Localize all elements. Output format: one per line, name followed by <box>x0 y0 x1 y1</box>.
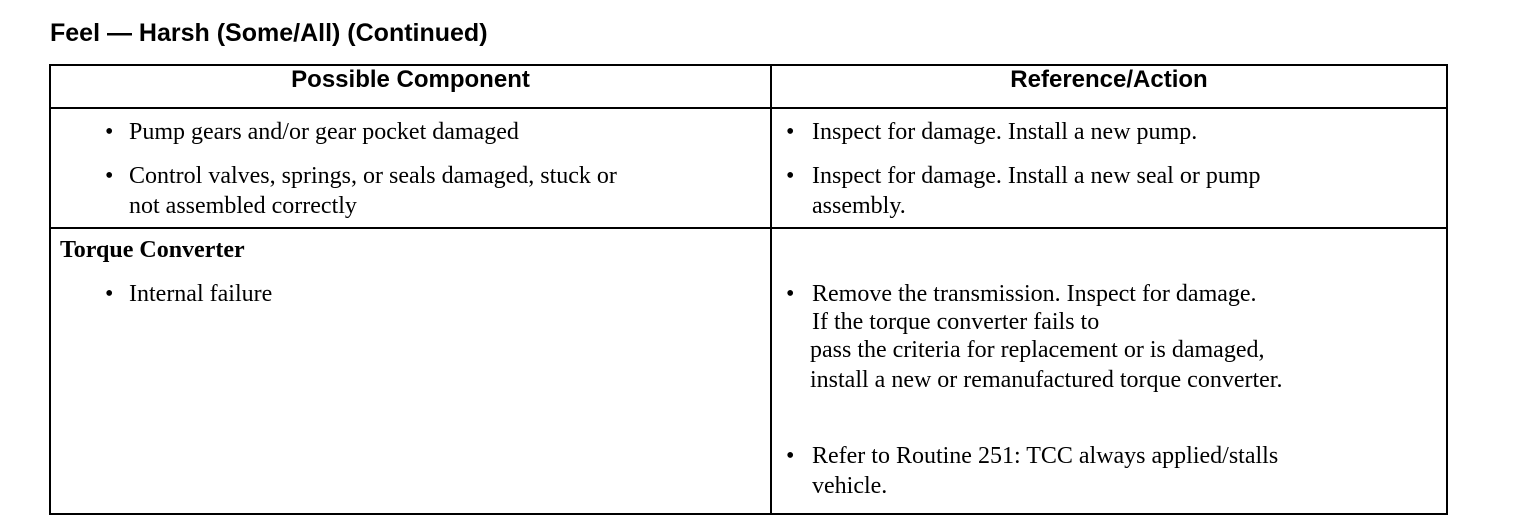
page-title: Feel — Harsh (Some/All) (Continued) <box>50 19 488 47</box>
table-row-pump <box>50 108 1447 228</box>
bullet-icon: • <box>105 119 114 145</box>
column-header-action: Reference/Action <box>771 65 1447 108</box>
pump-component-cell <box>50 108 771 228</box>
bullet-icon: • <box>105 163 114 189</box>
list-item <box>772 117 1446 147</box>
list-item <box>51 117 770 147</box>
action-text <box>812 161 1446 221</box>
action-text <box>812 441 1446 501</box>
bullet-icon: • <box>786 163 795 189</box>
action-text: Inspect for damage. Install a new pump. <box>812 119 1198 145</box>
table-row-torque-converter <box>50 228 1447 514</box>
component-text: Internal failure <box>129 281 273 307</box>
component-text <box>129 161 770 221</box>
diagnosis-table <box>49 64 1448 515</box>
bullet-icon: • <box>105 281 114 307</box>
list-item <box>51 279 770 309</box>
bullet-icon: • <box>786 443 795 469</box>
table-header-row <box>50 65 1447 108</box>
text-line: If the torque converter fails to <box>812 309 1100 335</box>
text-line: Control valves, springs, or seals damaged, stuck or <box>129 163 617 189</box>
action-text <box>812 279 1446 395</box>
text-line: assembly. <box>812 193 906 219</box>
text-line: pass the criteria for replacement or is damaged, <box>810 337 1265 363</box>
text-line: Remove the transmission. Inspect for damage. <box>812 281 1257 307</box>
torque-converter-component-cell <box>50 228 771 514</box>
pump-action-cell <box>771 108 1447 228</box>
torque-converter-action-cell <box>771 228 1447 514</box>
list-item <box>772 441 1446 501</box>
column-header-component: Possible Component <box>50 65 771 108</box>
section-title: Torque Converter <box>60 237 245 263</box>
text-line: Refer to Routine 251: TCC always applied/stalls <box>812 443 1279 469</box>
text-line: install a new or remanufactured torque converter. <box>810 367 1283 393</box>
list-item <box>772 279 1446 395</box>
text-line: vehicle. <box>812 473 888 499</box>
list-item <box>772 161 1446 221</box>
list-item <box>51 161 770 221</box>
text-line: not assembled correctly <box>129 193 357 219</box>
text-line: Inspect for damage. Install a new seal or pump <box>812 163 1261 189</box>
bullet-icon: • <box>786 281 795 307</box>
component-text: Pump gears and/or gear pocket damaged <box>129 119 519 145</box>
bullet-icon: • <box>786 119 795 145</box>
